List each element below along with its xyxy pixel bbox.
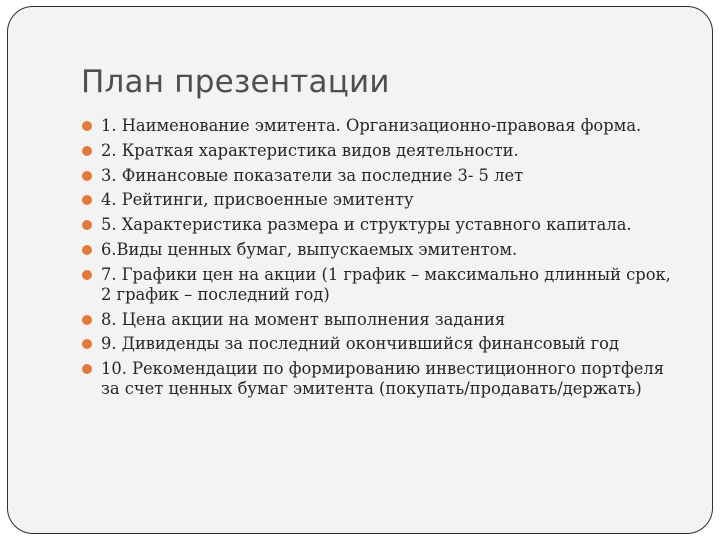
bullet-text: 4. Рейтинги, присвоенные эмитенту xyxy=(101,190,414,210)
bullet-item xyxy=(81,190,681,210)
bullet-item xyxy=(81,334,681,354)
orange-dot-bullet-icon xyxy=(82,270,92,280)
bullet-text: 1. Наименование эмитента. Организационно-правовая форма. xyxy=(101,116,642,135)
orange-dot-bullet-icon xyxy=(82,339,92,349)
orange-dot-bullet-icon xyxy=(82,146,92,156)
bullet-item xyxy=(81,116,681,136)
orange-dot-bullet-icon xyxy=(82,171,92,181)
bullet-item xyxy=(81,240,681,260)
bullet-text: 7. Графики цен на акции (1 график – максимально длинный срок, 2 график – последний год) xyxy=(101,264,671,304)
bullet-item xyxy=(81,359,681,399)
bullet-item xyxy=(81,310,681,330)
orange-dot-bullet-icon xyxy=(82,245,92,255)
bullet-text: 5. Характеристика размера и структуры уставного капитала. xyxy=(101,215,632,235)
orange-dot-bullet-icon xyxy=(82,121,92,131)
slide-title: План презентации xyxy=(81,64,390,100)
bullet-list xyxy=(81,116,681,404)
orange-dot-bullet-icon xyxy=(82,195,92,205)
bullet-text: 9. Дивиденды за последний окончившийся финансовый год xyxy=(101,334,620,354)
bullet-item xyxy=(81,215,681,235)
orange-dot-bullet-icon xyxy=(82,220,92,230)
bullet-item xyxy=(81,265,681,305)
orange-dot-bullet-icon xyxy=(82,364,92,374)
orange-dot-bullet-icon xyxy=(82,315,92,325)
bullet-text: 8. Цена акции на момент выполнения задания xyxy=(101,309,506,329)
bullet-text: 6.Виды ценных бумаг, выпускаемых эмитентом. xyxy=(101,239,518,259)
bullet-text: 2. Краткая характеристика видов деятельности. xyxy=(101,140,519,160)
bullet-text: 3. Финансовые показатели за последние 3- 5 лет xyxy=(101,165,524,185)
bullet-text: 10. Рекомендации по формированию инвестиционного портфеля за счет ценных бумаг эмитента (покупать/продавать/держать) xyxy=(101,359,665,399)
bullet-item xyxy=(81,141,681,161)
bullet-item xyxy=(81,166,681,186)
